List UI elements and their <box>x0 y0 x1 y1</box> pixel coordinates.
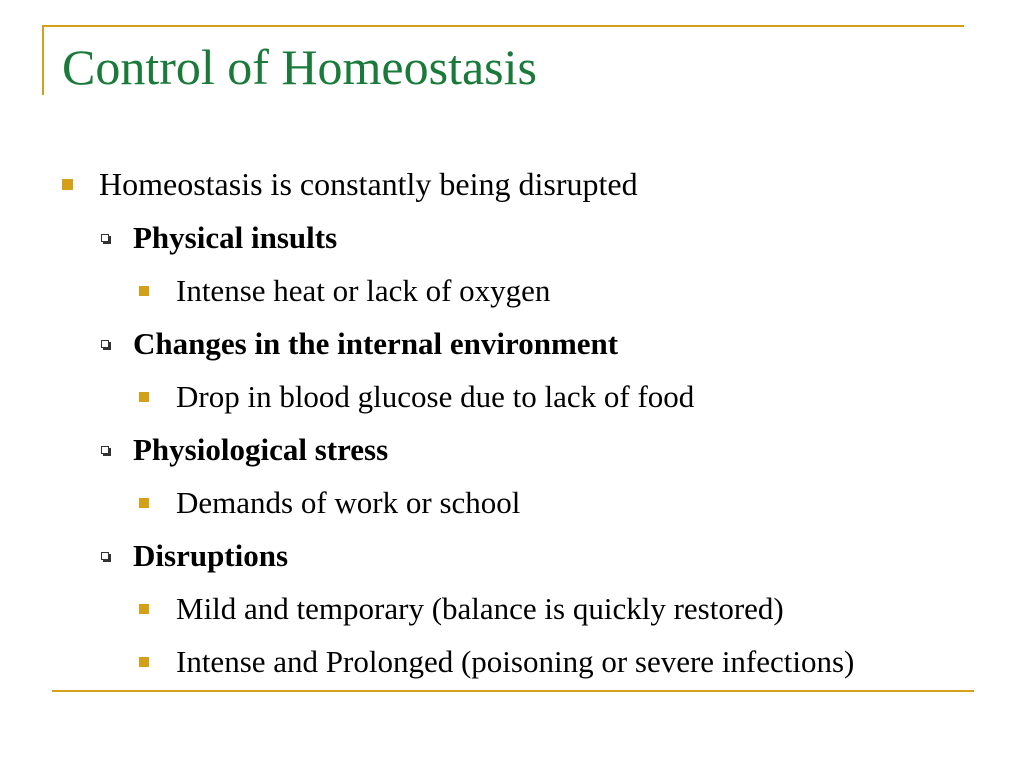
hollow-square-bullet-icon <box>101 552 109 560</box>
square-bullet-icon <box>139 286 149 296</box>
square-bullet-icon <box>139 657 149 667</box>
square-bullet-icon <box>139 498 149 508</box>
hollow-square-bullet-icon <box>101 340 109 348</box>
bullet-item <box>101 540 288 571</box>
frame-bottom-line <box>52 690 974 692</box>
slide-title: Control of Homeostasis <box>62 39 537 95</box>
bullet-item <box>101 328 618 359</box>
bullet-text: Homeostasis is constantly being disrupted <box>99 166 638 202</box>
bullet-item <box>101 222 337 253</box>
bullet-item <box>139 381 694 412</box>
bullet-item <box>62 168 638 200</box>
square-bullet-icon <box>139 392 149 402</box>
bullet-text: Physiological stress <box>133 432 389 467</box>
bullet-text: Intense heat or lack of oxygen <box>176 273 551 308</box>
bullet-item <box>139 487 520 518</box>
bullet-text: Physical insults <box>133 220 338 255</box>
bullet-text: Drop in blood glucose due to lack of food <box>176 379 695 414</box>
bullet-item <box>139 275 550 306</box>
bullet-item <box>101 434 388 465</box>
hollow-square-bullet-icon <box>101 234 109 242</box>
square-bullet-icon <box>62 179 73 190</box>
square-bullet-icon <box>139 604 149 614</box>
bullet-text: Disruptions <box>133 538 289 573</box>
bullet-item <box>139 646 854 677</box>
bullet-text: Demands of work or school <box>176 485 521 520</box>
bullet-text: Changes in the internal environment <box>133 326 619 361</box>
bullet-text: Mild and temporary (balance is quickly restored) <box>176 591 784 626</box>
hollow-square-bullet-icon <box>101 446 109 454</box>
bullet-text: Intense and Prolonged (poisoning or severe infections) <box>176 644 855 679</box>
bullet-item <box>139 593 784 624</box>
